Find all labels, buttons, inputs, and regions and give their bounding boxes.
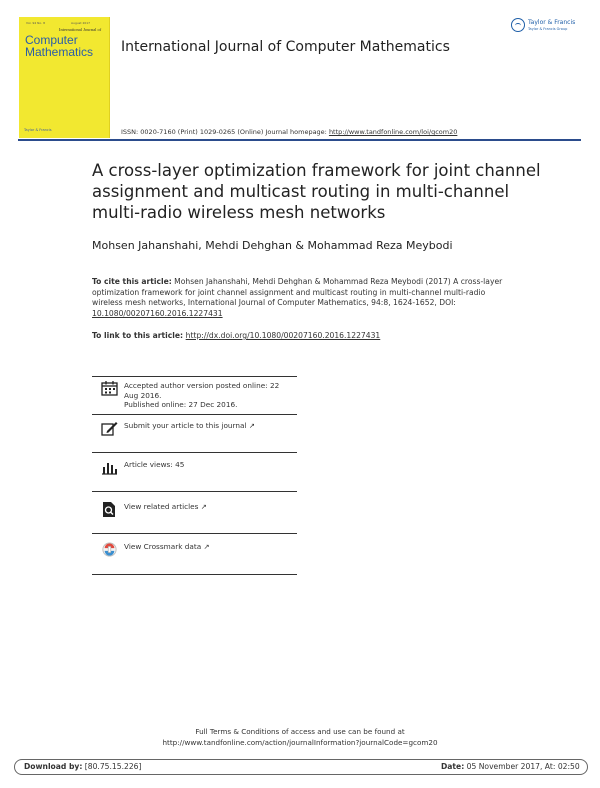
panel-divider bbox=[92, 452, 297, 453]
article-link bbox=[92, 331, 380, 340]
date-value: 05 November 2017, At: 02:50 bbox=[464, 762, 580, 771]
issn-line bbox=[121, 128, 457, 136]
article-views: Article views: 45 bbox=[124, 460, 185, 469]
publisher-logo-name: Taylor & Francis bbox=[528, 19, 576, 26]
download-date bbox=[441, 762, 580, 771]
external-link-icon: ↗ bbox=[200, 502, 207, 511]
publication-dates bbox=[101, 381, 301, 410]
journal-name: International Journal of Computer Mathematics bbox=[121, 39, 450, 55]
cover-subtitle: International Journal of bbox=[59, 27, 102, 32]
cite-doi-link[interactable]: 10.1080/00207160.2016.1227431 bbox=[92, 308, 223, 318]
terms-note bbox=[0, 727, 600, 748]
link-label: To link to this article: bbox=[92, 331, 186, 340]
citation bbox=[92, 277, 512, 319]
terms-url[interactable]: http://www.tandfonline.com/action/journalInformation?journalCode=gcom20 bbox=[162, 737, 438, 747]
accepted-date: Accepted author version posted online: 22 Aug 2016. bbox=[124, 381, 280, 400]
panel-divider bbox=[92, 376, 297, 377]
calendar-icon bbox=[101, 381, 118, 396]
downloaded-value: [80.75.15.226] bbox=[82, 762, 142, 771]
related-articles-icon bbox=[101, 502, 118, 517]
cover-title: Computer Mathematics bbox=[25, 33, 94, 59]
bar-chart-icon bbox=[101, 460, 118, 475]
crossmark-row[interactable] bbox=[101, 542, 301, 557]
publisher-logo bbox=[511, 18, 581, 34]
cite-text: Mohsen Jahanshahi, Mehdi Dehghan & Mohammad Reza Meybodi (2017) A cross-layer optimization framework for joint channel assignment and multicast routing in multi-channel multi-radio wireless mesh networks, International Journal of Computer Mathematics, 94:8, 1624-1652, DOI: bbox=[92, 277, 503, 307]
cover-publisher-mark: Taylor & Francis bbox=[24, 128, 52, 132]
publisher-logo-icon bbox=[511, 18, 525, 32]
cover-volume: Vol. 94 No. 8 bbox=[26, 21, 46, 25]
terms-line: Full Terms & Conditions of access and use can be found at bbox=[195, 727, 405, 736]
crossmark-icon bbox=[101, 542, 118, 557]
related-articles-row[interactable] bbox=[101, 502, 301, 517]
dates-text bbox=[124, 381, 294, 410]
edit-icon bbox=[101, 421, 118, 436]
published-date: Published online: 27 Dec 2016. bbox=[124, 400, 238, 409]
related-articles-link[interactable]: View related articles bbox=[124, 502, 199, 511]
article-url-link[interactable]: http://dx.doi.org/10.1080/00207160.2016.1227431 bbox=[185, 331, 381, 340]
article-authors: Mohsen Jahanshahi, Mehdi Dehghan & Mohammad Reza Meybodi bbox=[92, 239, 453, 252]
cite-label: To cite this article: bbox=[92, 277, 172, 286]
journal-cover bbox=[19, 17, 110, 138]
submit-article-row[interactable] bbox=[101, 421, 301, 436]
downloaded-by bbox=[24, 762, 141, 771]
cover-date: August 2017 bbox=[71, 21, 91, 25]
panel-divider bbox=[92, 414, 297, 415]
panel-divider bbox=[92, 574, 297, 575]
downloaded-label: Download by: bbox=[24, 762, 83, 771]
external-link-icon: ↗ bbox=[248, 421, 255, 430]
article-views-row bbox=[101, 460, 301, 475]
issn-text: ISSN: 0020-7160 (Print) 1029-0265 (Online) Journal homepage: bbox=[121, 128, 329, 136]
external-link-icon: ↗ bbox=[203, 542, 210, 551]
date-label: Date: bbox=[441, 762, 465, 771]
panel-divider bbox=[92, 533, 297, 534]
publisher-logo-group: Taylor & Francis Group bbox=[528, 27, 568, 31]
submit-article-link[interactable]: Submit your article to this journal bbox=[124, 421, 247, 430]
panel-divider bbox=[92, 491, 297, 492]
article-title: A cross-layer optimization framework for joint channel assignment and multicast routing in multi-channel multi-radio wireless mesh networks bbox=[92, 161, 541, 222]
header-divider bbox=[18, 139, 581, 141]
journal-homepage-link[interactable]: http://www.tandfonline.com/loi/gcom20 bbox=[328, 128, 458, 136]
crossmark-link[interactable]: View Crossmark data bbox=[124, 542, 202, 551]
